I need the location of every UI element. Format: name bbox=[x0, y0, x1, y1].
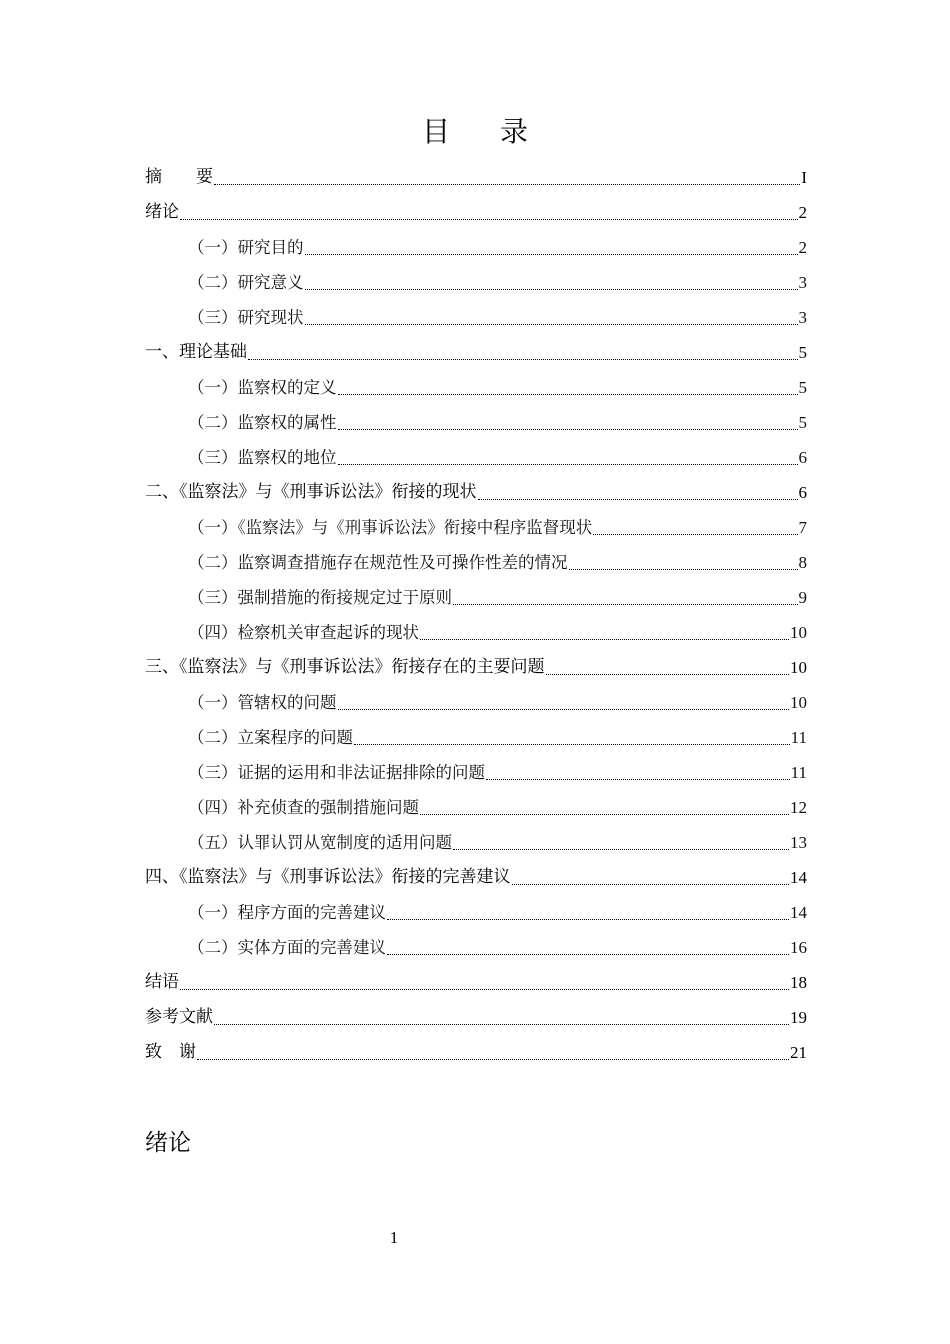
dot-leader bbox=[569, 568, 798, 570]
toc-entry-title: 四、《监察法》与《刑事诉讼法》衔接的完善建议 bbox=[145, 867, 511, 887]
dot-leader bbox=[420, 813, 789, 815]
toc-entry-page: 16 bbox=[790, 938, 807, 957]
dot-leader bbox=[214, 183, 800, 185]
dot-leader bbox=[453, 603, 798, 605]
toc-entry-title: 致 谢 bbox=[145, 1042, 196, 1062]
dot-leader bbox=[420, 638, 789, 640]
toc-entry[interactable] bbox=[145, 755, 807, 790]
toc-entry-page: 14 bbox=[790, 903, 807, 922]
toc-entry-page: 8 bbox=[798, 553, 807, 572]
toc-entry-title: （三）监察权的地位 bbox=[188, 448, 337, 467]
dot-leader bbox=[248, 358, 798, 360]
toc-entry[interactable] bbox=[145, 825, 807, 860]
dot-leader bbox=[338, 463, 798, 465]
toc-entry[interactable] bbox=[145, 230, 807, 265]
toc-entry-title: 绪论 bbox=[145, 202, 179, 222]
toc-entry-page: 18 bbox=[790, 973, 807, 992]
toc-entry[interactable] bbox=[145, 160, 807, 195]
toc-entry[interactable] bbox=[145, 720, 807, 755]
toc-entry-title: （一）程序方面的完善建议 bbox=[188, 903, 386, 922]
toc-entry-page: 14 bbox=[790, 868, 807, 887]
toc-entry-title: （五）认罪认罚从宽制度的适用问题 bbox=[188, 833, 452, 852]
toc-entry-page: 13 bbox=[790, 833, 807, 852]
dot-leader bbox=[180, 218, 798, 220]
toc-entry-title: （二）研究意义 bbox=[188, 273, 304, 292]
toc-entry-page: 7 bbox=[798, 518, 807, 537]
dot-leader bbox=[305, 323, 798, 325]
section-heading: 绪论 bbox=[145, 1130, 191, 1156]
toc-entry[interactable] bbox=[145, 370, 807, 405]
toc-entry-title: （一）管辖权的问题 bbox=[188, 693, 337, 712]
toc-entry-title: （二）监察调查措施存在规范性及可操作性差的情况 bbox=[188, 553, 568, 572]
dot-leader bbox=[180, 988, 789, 990]
dot-leader bbox=[546, 673, 790, 675]
dot-leader bbox=[387, 918, 789, 920]
dot-leader bbox=[354, 743, 790, 745]
dot-leader bbox=[305, 253, 798, 255]
dot-leader bbox=[305, 288, 798, 290]
toc-entry-page: 5 bbox=[798, 413, 807, 432]
toc-entry-title: （二）立案程序的问题 bbox=[188, 728, 353, 747]
toc-entry-page: 5 bbox=[798, 378, 807, 397]
dot-leader bbox=[486, 778, 790, 780]
toc-entry-title: 参考文献 bbox=[145, 1007, 213, 1027]
toc-entry[interactable] bbox=[145, 1000, 807, 1035]
toc-entry-title: （四）补充侦查的强制措施问题 bbox=[188, 798, 419, 817]
toc-entry[interactable] bbox=[145, 265, 807, 300]
dot-leader bbox=[387, 953, 789, 955]
dot-leader bbox=[338, 428, 798, 430]
toc-entry[interactable] bbox=[145, 1035, 807, 1070]
dot-leader bbox=[214, 1023, 789, 1025]
toc-entry[interactable] bbox=[145, 405, 807, 440]
toc-title: 目录 bbox=[421, 115, 578, 148]
toc-entry-page: 9 bbox=[798, 588, 807, 607]
table-of-contents bbox=[145, 160, 807, 1070]
toc-entry-title: 一、理论基础 bbox=[145, 342, 247, 362]
dot-leader bbox=[478, 498, 798, 500]
toc-entry-page: 21 bbox=[790, 1043, 807, 1062]
dot-leader bbox=[512, 883, 790, 885]
toc-entry[interactable] bbox=[145, 300, 807, 335]
toc-entry[interactable] bbox=[145, 475, 807, 510]
toc-entry[interactable] bbox=[145, 580, 807, 615]
toc-entry[interactable] bbox=[145, 860, 807, 895]
toc-entry[interactable] bbox=[145, 545, 807, 580]
toc-entry-page: 11 bbox=[790, 728, 807, 747]
toc-entry-title: （一）监察权的定义 bbox=[188, 378, 337, 397]
toc-entry-page: I bbox=[801, 168, 807, 187]
toc-entry[interactable] bbox=[145, 685, 807, 720]
toc-entry-title: （三）证据的运用和非法证据排除的问题 bbox=[188, 763, 485, 782]
toc-entry-title: （三）研究现状 bbox=[188, 308, 304, 327]
toc-entry[interactable] bbox=[145, 930, 807, 965]
toc-entry-title: 三、《监察法》与《刑事诉讼法》衔接存在的主要问题 bbox=[145, 657, 545, 677]
toc-entry-page: 19 bbox=[790, 1008, 807, 1027]
toc-entry-page: 10 bbox=[790, 693, 807, 712]
page-number: 1 bbox=[389, 1228, 399, 1247]
toc-entry-page: 2 bbox=[798, 238, 807, 257]
toc-entry-page: 10 bbox=[790, 658, 807, 677]
toc-entry-title: （四）检察机关审查起诉的现状 bbox=[188, 623, 419, 642]
toc-entry-title: （二）监察权的属性 bbox=[188, 413, 337, 432]
toc-entry[interactable] bbox=[145, 510, 807, 545]
toc-entry-page: 5 bbox=[798, 343, 807, 362]
toc-entry[interactable] bbox=[145, 965, 807, 1000]
toc-entry-page: 3 bbox=[798, 273, 807, 292]
toc-entry-page: 11 bbox=[790, 763, 807, 782]
toc-entry-title: （三）强制措施的衔接规定过于原则 bbox=[188, 588, 452, 607]
toc-entry-title: 结语 bbox=[145, 972, 179, 992]
toc-entry[interactable] bbox=[145, 895, 807, 930]
toc-entry[interactable] bbox=[145, 440, 807, 475]
toc-entry-page: 6 bbox=[798, 448, 807, 467]
toc-entry-page: 12 bbox=[790, 798, 807, 817]
toc-entry[interactable] bbox=[145, 615, 807, 650]
toc-entry-title: 摘 要 bbox=[145, 167, 213, 187]
toc-entry[interactable] bbox=[145, 650, 807, 685]
dot-leader bbox=[338, 393, 798, 395]
toc-entry[interactable] bbox=[145, 195, 807, 230]
toc-entry-title: 二、《监察法》与《刑事诉讼法》衔接的现状 bbox=[145, 482, 477, 502]
toc-entry-page: 10 bbox=[790, 623, 807, 642]
toc-entry-title: （二）实体方面的完善建议 bbox=[188, 938, 386, 957]
toc-entry[interactable] bbox=[145, 335, 807, 370]
toc-entry-page: 2 bbox=[798, 203, 807, 222]
dot-leader bbox=[197, 1058, 789, 1060]
toc-entry[interactable] bbox=[145, 790, 807, 825]
toc-entry-page: 6 bbox=[798, 483, 807, 502]
toc-entry-title: （一）研究目的 bbox=[188, 238, 304, 257]
toc-entry-title: （一）《监察法》与《刑事诉讼法》衔接中程序监督现状 bbox=[188, 518, 593, 537]
dot-leader bbox=[593, 533, 797, 535]
toc-entry-page: 3 bbox=[798, 308, 807, 327]
dot-leader bbox=[338, 708, 790, 710]
dot-leader bbox=[453, 848, 789, 850]
